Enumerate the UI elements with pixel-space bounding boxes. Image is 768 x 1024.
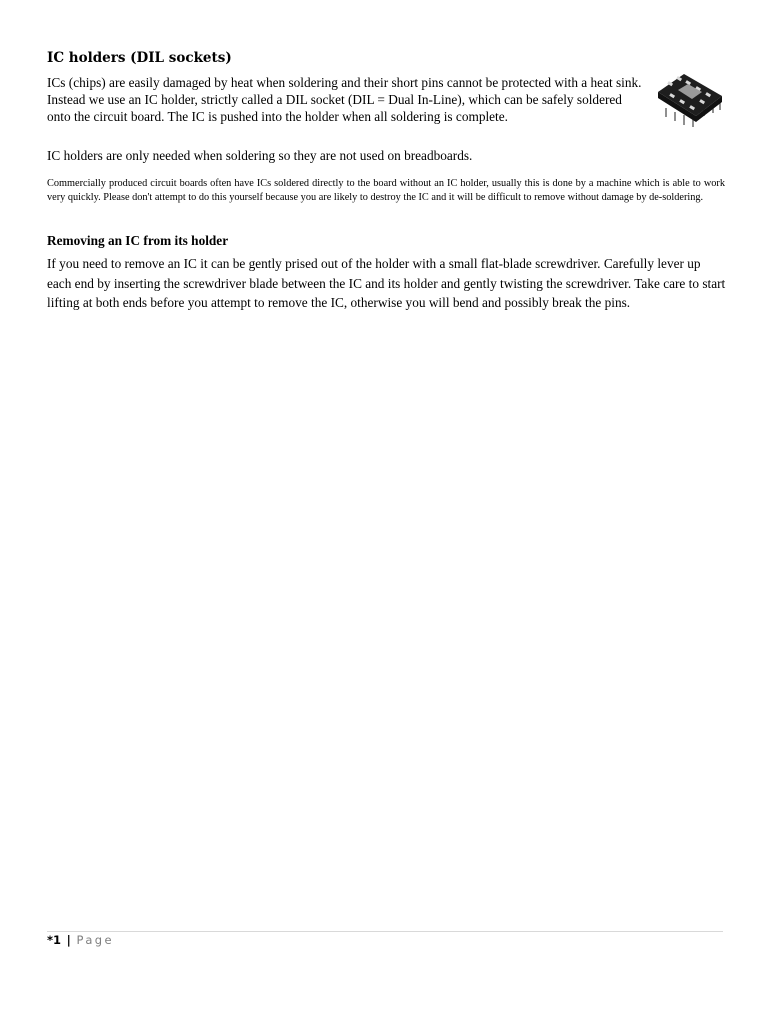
footer-separator: | <box>66 933 71 947</box>
paragraph-removing-ic: If you need to remove an IC it can be gently prised out of the holder with a small flat-blade screwdriver. Carefully lever up each end by inserting the screwdriver blade between the IC and its holder and gently twisting the screwdriver. Take care to start lifting at both ends before you attempt to remove the IC, otherwise you will bend and possibly break the pins. <box>47 256 726 310</box>
footer-divider <box>47 931 723 932</box>
dil-socket-icon <box>656 72 724 128</box>
page-footer <box>47 933 114 947</box>
page-number: *1 <box>47 933 62 947</box>
paragraph-commercial-boards: Commercially produced circuit boards often have ICs soldered directly to the board without an IC holder, usually this is done by a machine which is able to work very quickly. Please don't attempt to do this yourself because you are likely to destroy the IC and it will be difficult to remove without damage by de-soldering. <box>47 178 725 204</box>
section-heading-removing-ic: Removing an IC from its holder <box>47 233 229 248</box>
paragraph-breadboards: IC holders are only needed when soldering so they are not used on breadboards. <box>47 148 473 163</box>
section-heading-ic-holders: IC holders (DIL sockets) <box>47 50 232 66</box>
page-label: Page <box>76 933 114 947</box>
paragraph-ic-damage: ICs (chips) are easily damaged by heat when soldering and their short pins cannot be protected with a heat sink. Instead we use an IC holder, strictly called a DIL socket (DIL = Dual In-Line), which can be safely soldered onto the circuit board. The IC is pushed into the holder when all soldering is complete. <box>47 75 642 124</box>
